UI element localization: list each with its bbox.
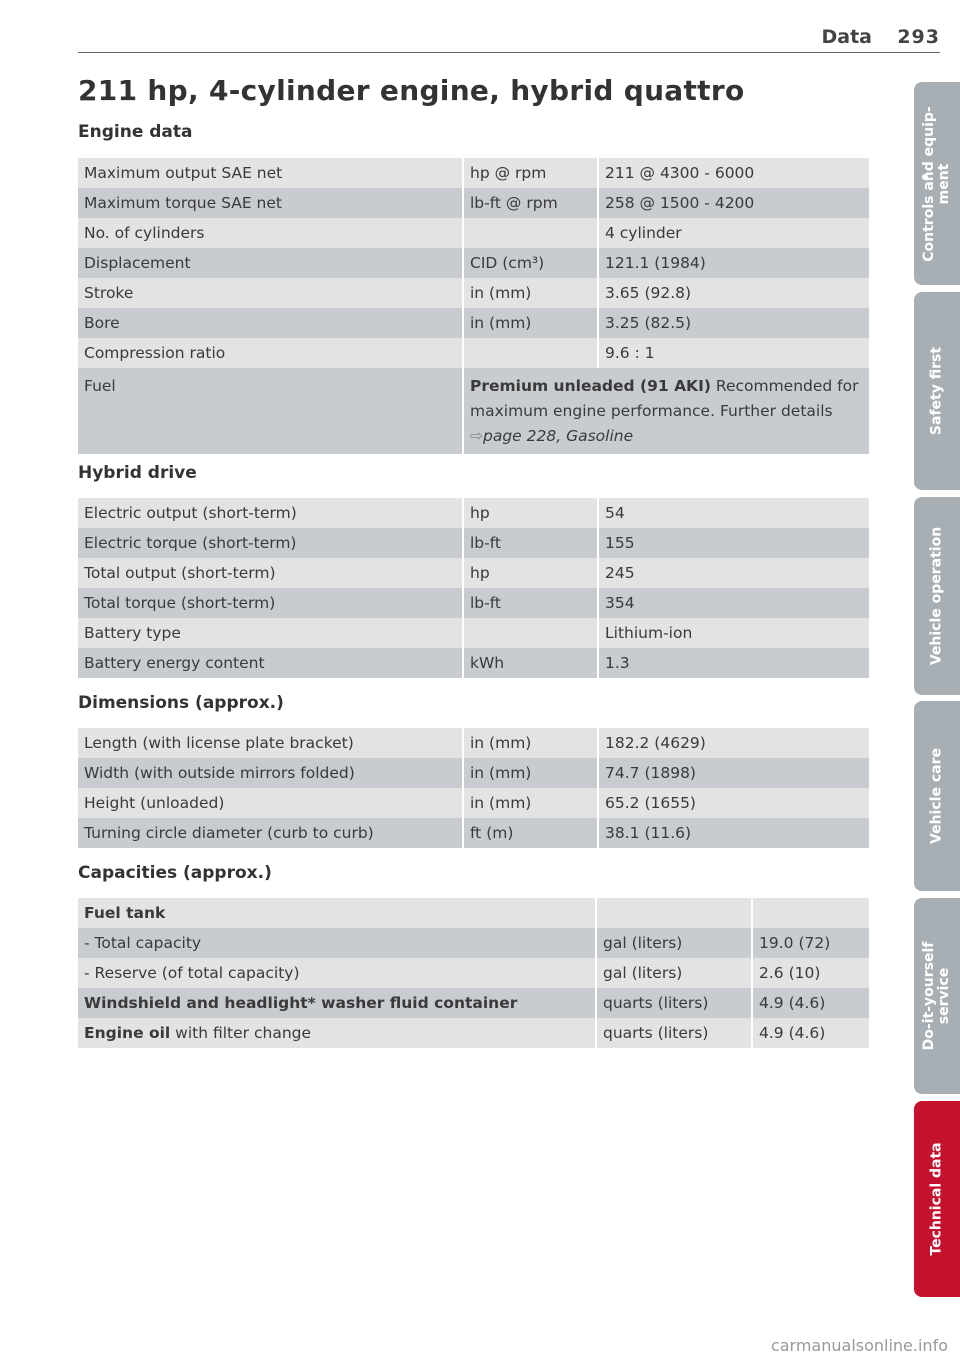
side-tab-label: Vehicle care: [928, 748, 945, 844]
table-row: [78, 248, 869, 278]
table-cell: 3.25 (82.5): [598, 308, 869, 338]
table-cell: 74.7 (1898): [598, 758, 869, 788]
table-cell: 1.3: [598, 648, 869, 678]
table-cell: Total output (short-term): [78, 558, 463, 588]
table-cell: kWh: [463, 648, 598, 678]
table-row: [78, 278, 869, 308]
table-row: [78, 338, 869, 368]
table-row: [78, 158, 869, 188]
table-cell: 38.1 (11.6): [598, 818, 869, 848]
table-cell: 245: [598, 558, 869, 588]
side-tab-diy-service[interactable]: [914, 898, 960, 1094]
watermark: carmanualsonline.info: [770, 1336, 948, 1355]
table-cell: - Reserve (of total capacity): [78, 958, 596, 988]
table-cell: CID (cm³): [463, 248, 598, 278]
table-cell: gal (liters): [596, 958, 752, 988]
side-tab-controls[interactable]: [914, 82, 960, 285]
fuel-tank-label: Fuel tank: [78, 898, 596, 928]
dimensions-table: [78, 728, 869, 848]
table-cell: lb-ft: [463, 528, 598, 558]
side-tab-label: Technical data: [928, 1142, 945, 1256]
table-cell: Windshield and headlight* washer fluid container: [78, 988, 596, 1018]
table-cell: 182.2 (4629): [598, 728, 869, 758]
table-cell: 54: [598, 498, 869, 528]
table-row: [78, 498, 869, 528]
fuel-label: Fuel: [78, 368, 463, 454]
hybrid-drive-heading: Hybrid drive: [78, 463, 197, 483]
table-cell: - Total capacity: [78, 928, 596, 958]
engine-data-table: [78, 158, 869, 454]
side-tab-label: Do-it-yourself service: [921, 941, 952, 1051]
table-cell: Width (with outside mirrors folded): [78, 758, 463, 788]
section-title: Data: [821, 26, 872, 48]
dimensions-heading: Dimensions (approx.): [78, 693, 284, 713]
side-tab-technical-data[interactable]: [914, 1101, 960, 1297]
page-header: [78, 22, 940, 53]
capacities-heading: Capacities (approx.): [78, 863, 272, 883]
table-cell: hp: [463, 498, 598, 528]
arrow-right-icon: ⇨: [470, 427, 483, 445]
table-cell: Bore: [78, 308, 463, 338]
table-cell: Electric output (short-term): [78, 498, 463, 528]
table-row: [78, 898, 869, 928]
page-title: 211 hp, 4-cylinder engine, hybrid quattro: [78, 74, 745, 107]
table-cell: 3.65 (92.8): [598, 278, 869, 308]
table-cell: Length (with license plate bracket): [78, 728, 463, 758]
table-cell: quarts (liters): [596, 1018, 752, 1048]
table-cell: [463, 218, 598, 248]
table-row: [78, 368, 869, 454]
table-cell: hp: [463, 558, 598, 588]
table-row: [78, 188, 869, 218]
engine-data-heading: Engine data: [78, 122, 193, 142]
table-cell: 4 cylinder: [598, 218, 869, 248]
table-cell: Displacement: [78, 248, 463, 278]
table-row: [78, 988, 869, 1018]
page-number: 293: [897, 26, 940, 48]
table-cell: [463, 618, 598, 648]
table-cell: Compression ratio: [78, 338, 463, 368]
table-cell: 211 @ 4300 - 6000: [598, 158, 869, 188]
fuel-value: [463, 368, 869, 454]
table-row: [78, 618, 869, 648]
table-row: [78, 528, 869, 558]
table-cell: Lithium-ion: [598, 618, 869, 648]
table-cell: 4.9 (4.6): [752, 1018, 869, 1048]
side-tab-vehicle-operation[interactable]: [914, 497, 960, 695]
table-cell: 258 @ 1500 - 4200: [598, 188, 869, 218]
table-cell: in (mm): [463, 758, 598, 788]
table-cell: Height (unloaded): [78, 788, 463, 818]
table-cell: quarts (liters): [596, 988, 752, 1018]
engine-oil-note: with filter change: [170, 1024, 312, 1042]
table-cell: 19.0 (72): [752, 928, 869, 958]
table-row: [78, 308, 869, 338]
table-cell: lb-ft @ rpm: [463, 188, 598, 218]
table-row: [78, 958, 869, 988]
table-row: [78, 758, 869, 788]
table-cell: in (mm): [463, 308, 598, 338]
table-cell: Maximum torque SAE net: [78, 188, 463, 218]
table-cell: gal (liters): [596, 928, 752, 958]
table-cell: in (mm): [463, 278, 598, 308]
table-row: [78, 728, 869, 758]
table-row: [78, 818, 869, 848]
fuel-text: Recommended for maximum engine performance. Further details: [470, 377, 859, 420]
capacities-table: [78, 898, 869, 1048]
table-row: [78, 588, 869, 618]
table-cell: 354: [598, 588, 869, 618]
side-tab-label: Safety first: [928, 346, 945, 436]
fuel-page-link[interactable]: page 228, Gasoline: [483, 427, 634, 445]
table-row: [78, 1018, 869, 1048]
table-cell: Battery type: [78, 618, 463, 648]
side-tab-vehicle-care[interactable]: [914, 701, 960, 891]
table-cell: 65.2 (1655): [598, 788, 869, 818]
table-cell: in (mm): [463, 728, 598, 758]
table-row: [78, 558, 869, 588]
side-tab-label: Vehicle operation: [928, 526, 945, 666]
side-tab-label: Controls and equip- ment: [921, 105, 952, 262]
table-cell: lb-ft: [463, 588, 598, 618]
table-cell: 9.6 : 1: [598, 338, 869, 368]
table-cell: Electric torque (short-term): [78, 528, 463, 558]
table-cell: 121.1 (1984): [598, 248, 869, 278]
table-cell: in (mm): [463, 788, 598, 818]
table-cell: [78, 1018, 596, 1048]
table-cell: ft (m): [463, 818, 598, 848]
hybrid-drive-table: [78, 498, 869, 678]
table-cell: No. of cylinders: [78, 218, 463, 248]
table-cell: Maximum output SAE net: [78, 158, 463, 188]
side-tab-safety[interactable]: [914, 292, 960, 490]
table-cell: Turning circle diameter (curb to curb): [78, 818, 463, 848]
table-cell: 2.6 (10): [752, 958, 869, 988]
table-row: [78, 928, 869, 958]
table-row: [78, 648, 869, 678]
table-cell: [463, 338, 598, 368]
table-cell: Total torque (short-term): [78, 588, 463, 618]
engine-oil-label: Engine oil: [84, 1024, 171, 1042]
table-row: [78, 218, 869, 248]
table-cell: Stroke: [78, 278, 463, 308]
table-cell: Battery energy content: [78, 648, 463, 678]
table-cell: 155: [598, 528, 869, 558]
fuel-grade: Premium unleaded (91 AKI): [470, 377, 711, 395]
table-row: [78, 788, 869, 818]
table-cell: 4.9 (4.6): [752, 988, 869, 1018]
table-cell: hp @ rpm: [463, 158, 598, 188]
